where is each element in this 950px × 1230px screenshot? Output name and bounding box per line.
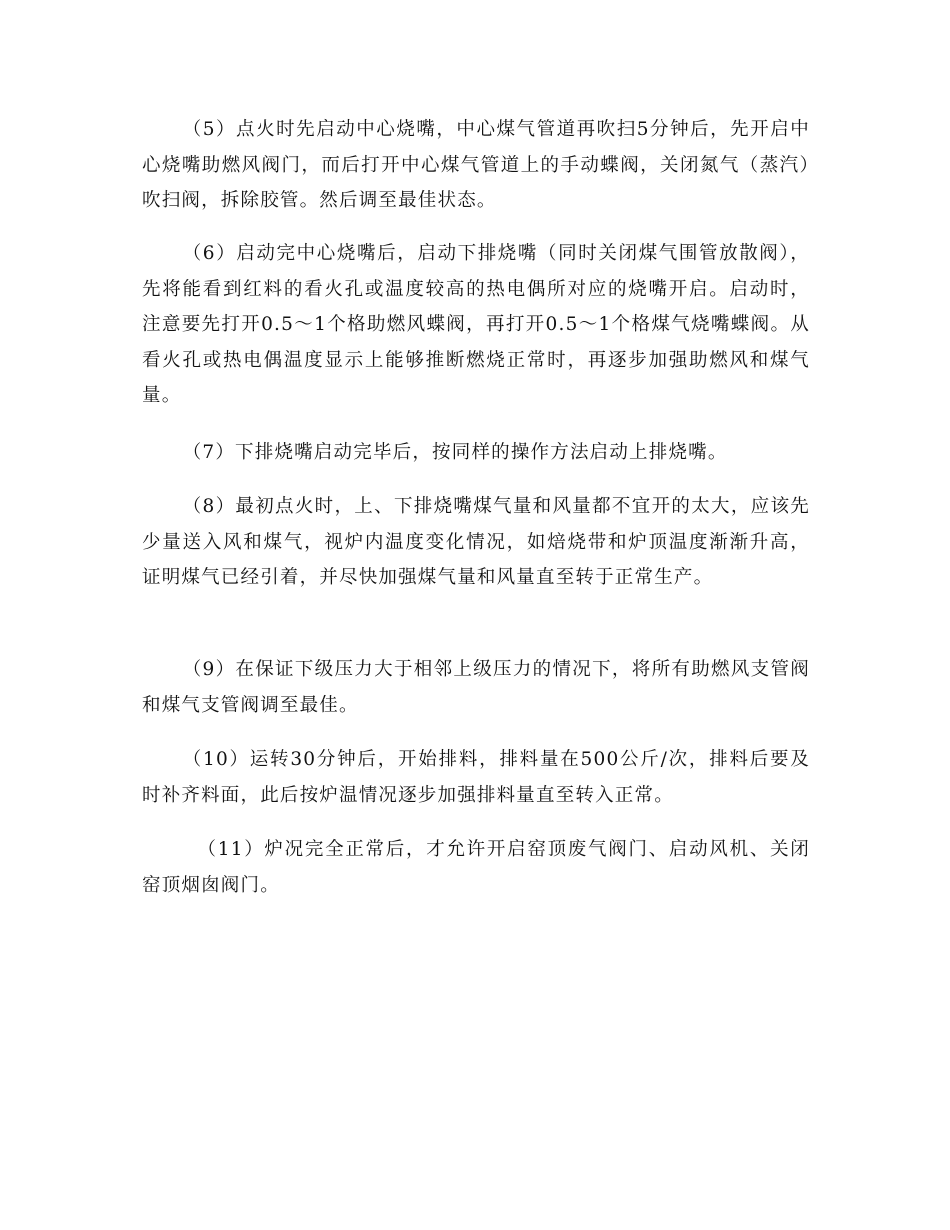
paragraph-9: （9）在保证下级压力大于相邻上级压力的情况下，将所有助燃风支管阀和煤气支管阀调至最佳。 <box>142 659 810 716</box>
paragraph-6: （6）启动完中心烧嘴后，启动下排烧嘴（同时关闭煤气围管放散阀），先将能看到红料的看火孔或温度较高的热电偶所对应的烧嘴开启。启动时，注意要先打开0.5～1个格助燃风蝶阀，再打开0.5～1个格煤气烧嘴蝶阀。从看火孔或热电偶温度显示上能够推断燃烧正常时，再逐步加强助燃风和煤气量。 <box>142 243 810 406</box>
paragraph-11: （11）炉况完全正常后，才允许开启窑顶废气阀门、启动风机、关闭窑顶烟囱阀门。 <box>142 839 810 896</box>
paragraph-7: （7）下排烧嘴启动完毕后，按同样的操作方法启动上排烧嘴。 <box>182 442 728 463</box>
paragraph-10: （10）运转30分钟后，开始排料，排料量在500公斤/次，排料后要及时补齐料面，此后按炉温情况逐步加强排料量直至转入正常。 <box>142 749 810 806</box>
paragraph-8: （8）最初点火时，上、下排烧嘴煤气量和风量都不宜开的太大，应该先少量送入风和煤气，视炉内温度变化情况，如焙烧带和炉顶温度渐渐升高，证明煤气已经引着，并尽快加强煤气量和风量直至转于正常生产。 <box>142 496 810 588</box>
paragraph-5: （5）点火时先启动中心烧嘴，中心煤气管道再吹扫5分钟后，先开启中心烧嘴助燃风阀门，而后打开中心煤气管道上的手动蝶阀，关闭氮气（蒸汽）吹扫阀，拆除胶管。然后调至最佳状态。 <box>142 119 810 211</box>
